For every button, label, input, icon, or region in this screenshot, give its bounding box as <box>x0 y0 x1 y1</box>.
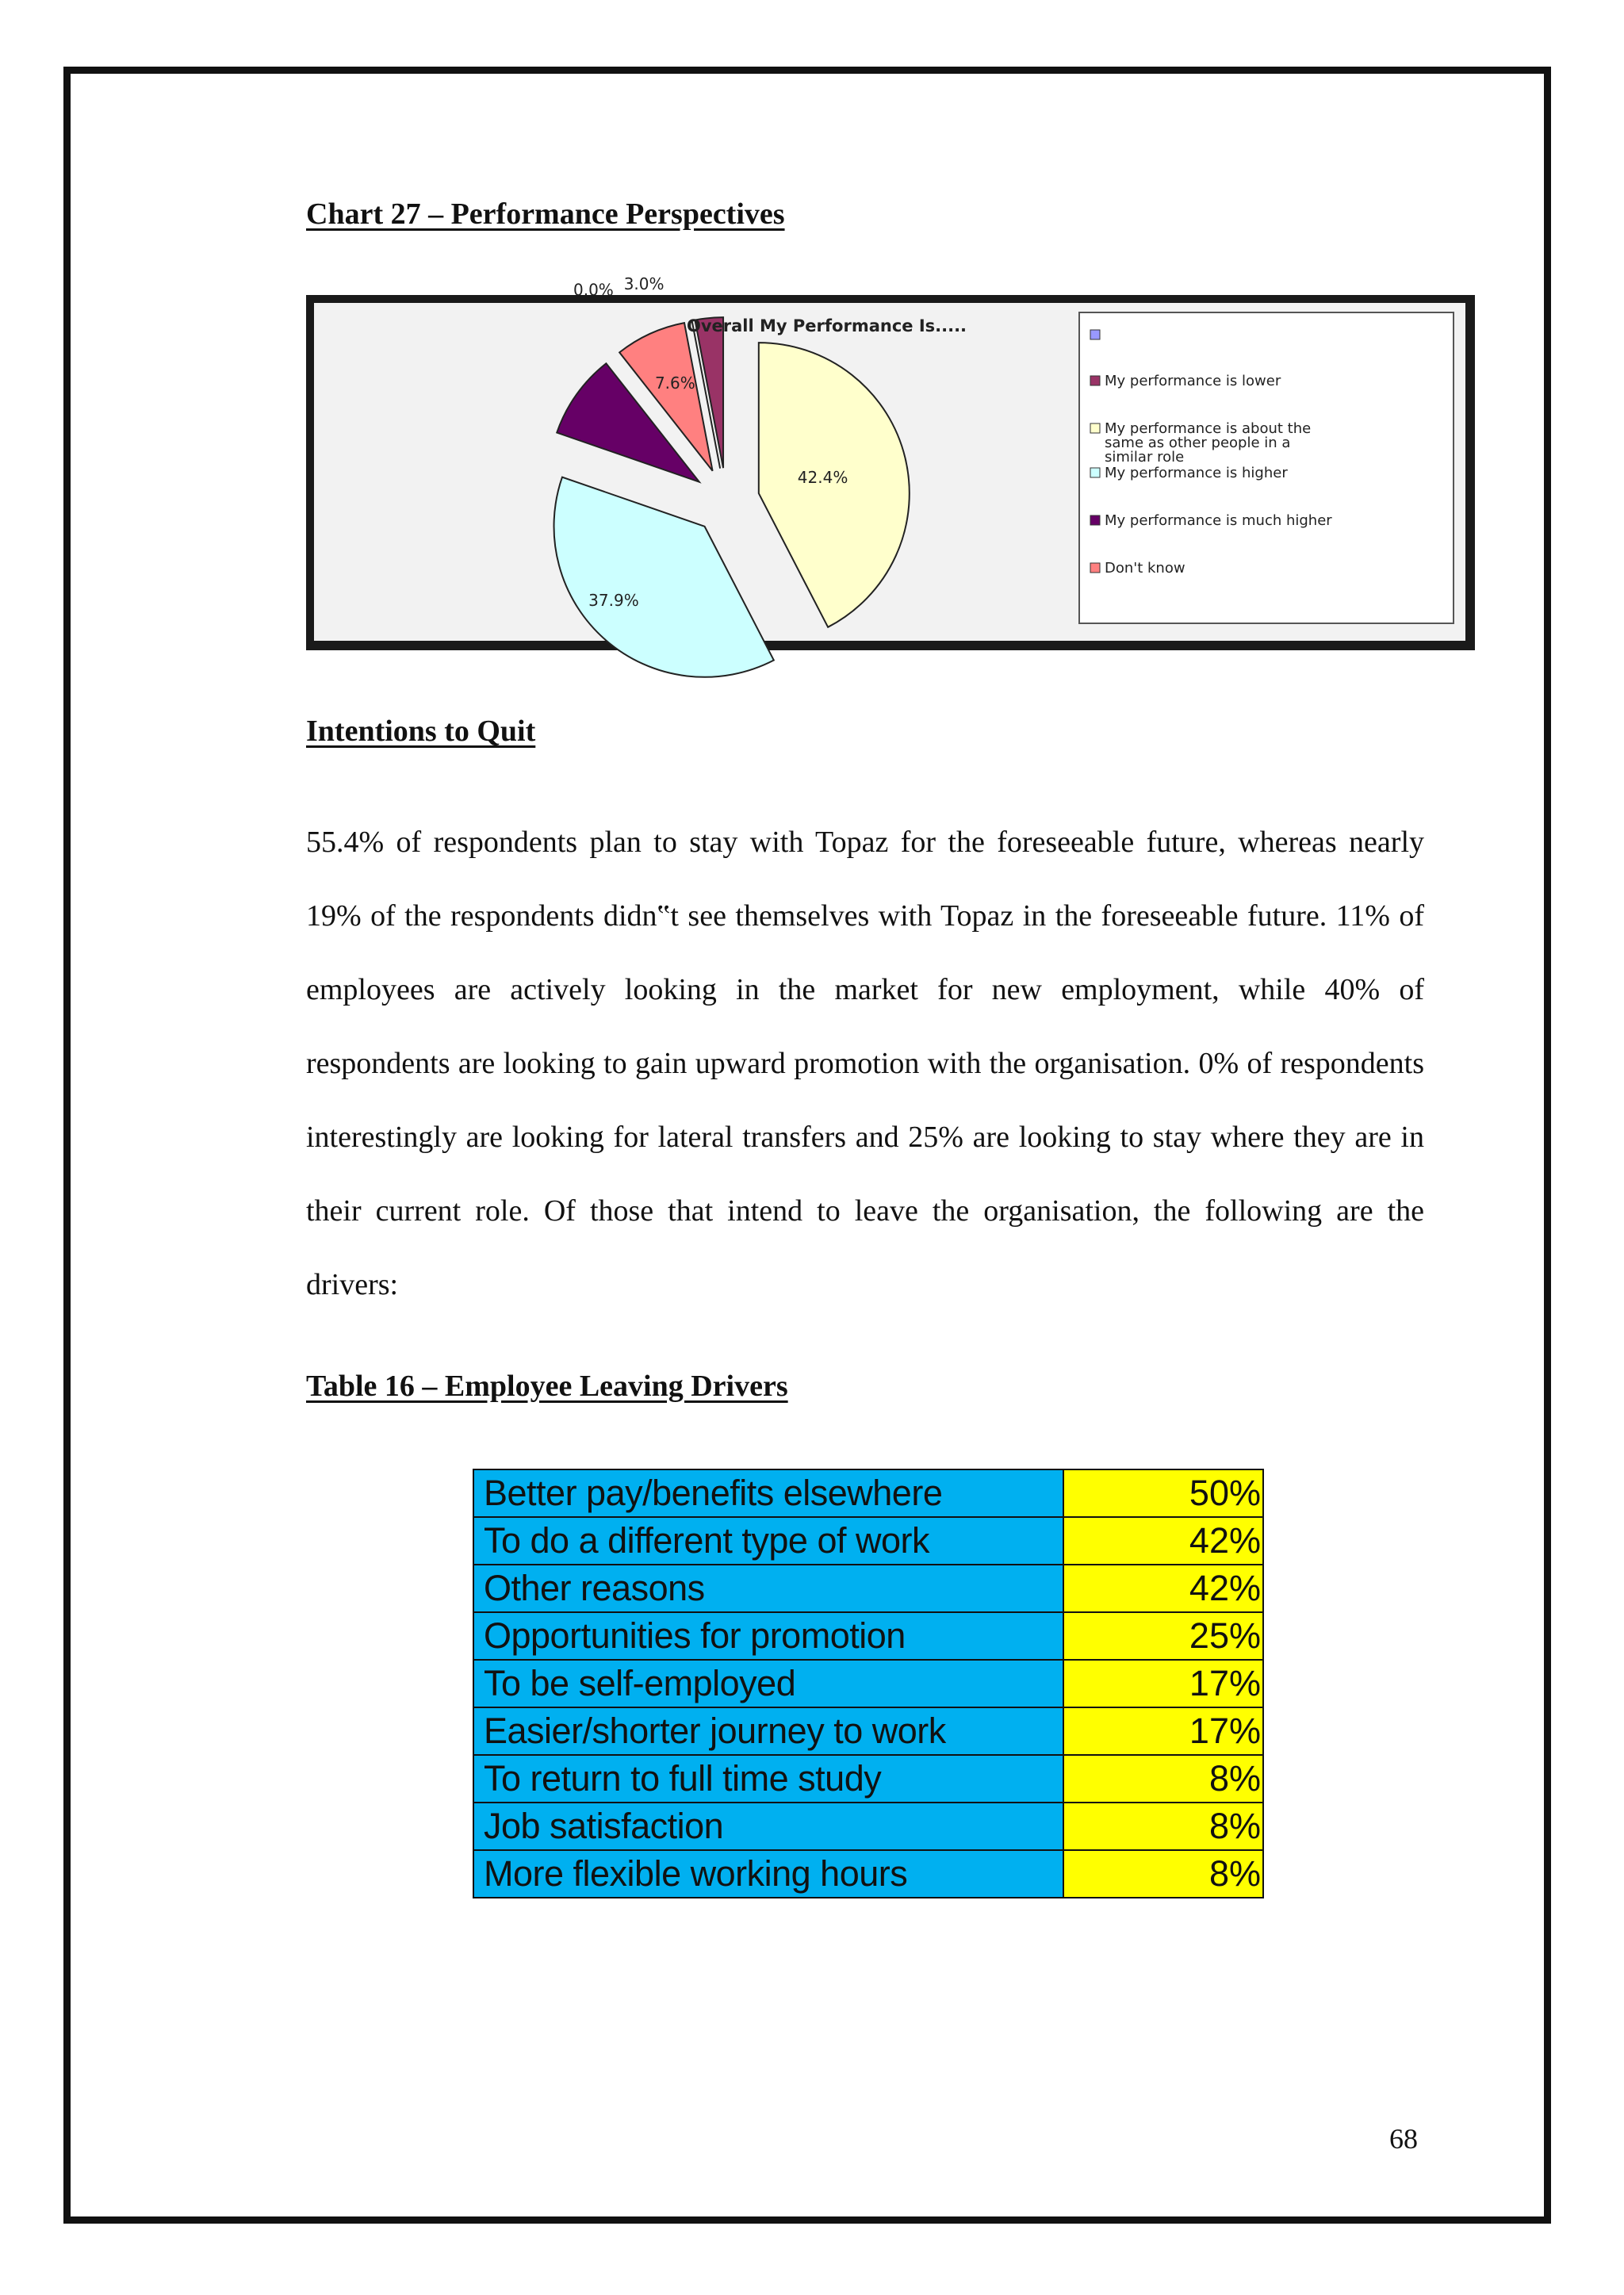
section-heading: Intentions to Quit <box>306 715 536 748</box>
pie-chart-area <box>314 274 1465 641</box>
table-row <box>473 1469 1263 1517</box>
driver-reason: More flexible working hours <box>473 1850 1063 1898</box>
driver-reason: Opportunities for promotion <box>473 1612 1063 1660</box>
driver-reason: Better pay/benefits elsewhere <box>473 1469 1063 1517</box>
driver-reason: To do a different type of work <box>473 1517 1063 1565</box>
legend-label: My performance is lower <box>1105 373 1281 389</box>
slice-label: 7.6% <box>654 374 695 393</box>
driver-percent: 25% <box>1063 1612 1263 1660</box>
slice-label: 37.9% <box>588 590 639 610</box>
legend-label: My performance is much higher <box>1105 512 1332 529</box>
table-row <box>473 1660 1263 1707</box>
table-row <box>473 1850 1263 1898</box>
driver-percent: 50% <box>1063 1469 1263 1517</box>
table-row <box>473 1517 1263 1565</box>
chart-heading: Chart 27 – Performance Perspectives <box>306 197 785 231</box>
driver-reason: Other reasons <box>473 1565 1063 1612</box>
pie-slice <box>554 477 774 677</box>
legend-swatch <box>1090 376 1100 385</box>
slice-label: 42.4% <box>797 468 848 488</box>
legend-label: Don't know <box>1105 560 1185 577</box>
chart-title: Overall My Performance Is..... <box>687 316 967 335</box>
driver-reason: To return to full time study <box>473 1755 1063 1803</box>
table-row <box>473 1612 1263 1660</box>
employee-leaving-drivers-table <box>473 1469 1264 1898</box>
driver-percent: 42% <box>1063 1565 1263 1612</box>
slice-label: 0.0% <box>573 280 614 300</box>
pie-chart <box>314 274 1465 641</box>
legend-label: My performance is higher <box>1105 465 1288 481</box>
legend-swatch <box>1090 330 1100 339</box>
legend-label: My performance is about the same as other people in a similar role <box>1105 420 1312 466</box>
pie-chart-frame <box>306 274 1475 650</box>
legend-swatch <box>1090 563 1100 573</box>
driver-percent: 8% <box>1063 1755 1263 1803</box>
driver-percent: 17% <box>1063 1707 1263 1755</box>
driver-reason: To be self-employed <box>473 1660 1063 1707</box>
slice-label: 3.0% <box>623 274 665 294</box>
table-row <box>473 1803 1263 1850</box>
legend-swatch <box>1090 515 1100 525</box>
legend-swatch <box>1090 468 1100 477</box>
table-row <box>473 1565 1263 1612</box>
driver-percent: 42% <box>1063 1517 1263 1565</box>
intentions-paragraph: 55.4% of respondents plan to stay with Topaz for the foreseeable future, whereas nearly 19% of the respondents didn‟t see themselves with Topaz in the foreseeable future. 11% of employees are actively looking in the market for new employment, while 40% of respondents are looking to gain upward promotion with the organisation. 0% of respondents interestingly are looking for lateral transfers and 25% are looking to stay where they are in their current role. Of those that intend to leave the organisation, the following are the drivers: <box>306 826 1424 1301</box>
driver-percent: 17% <box>1063 1660 1263 1707</box>
table-row <box>473 1707 1263 1755</box>
legend-swatch <box>1090 423 1100 433</box>
driver-percent: 8% <box>1063 1803 1263 1850</box>
table-heading: Table 16 – Employee Leaving Drivers <box>306 1370 788 1403</box>
driver-percent: 8% <box>1063 1850 1263 1898</box>
table-row <box>473 1755 1263 1803</box>
driver-reason: Job satisfaction <box>473 1803 1063 1850</box>
driver-reason: Easier/shorter journey to work <box>473 1707 1063 1755</box>
page-number: 68 <box>1389 2123 1418 2155</box>
